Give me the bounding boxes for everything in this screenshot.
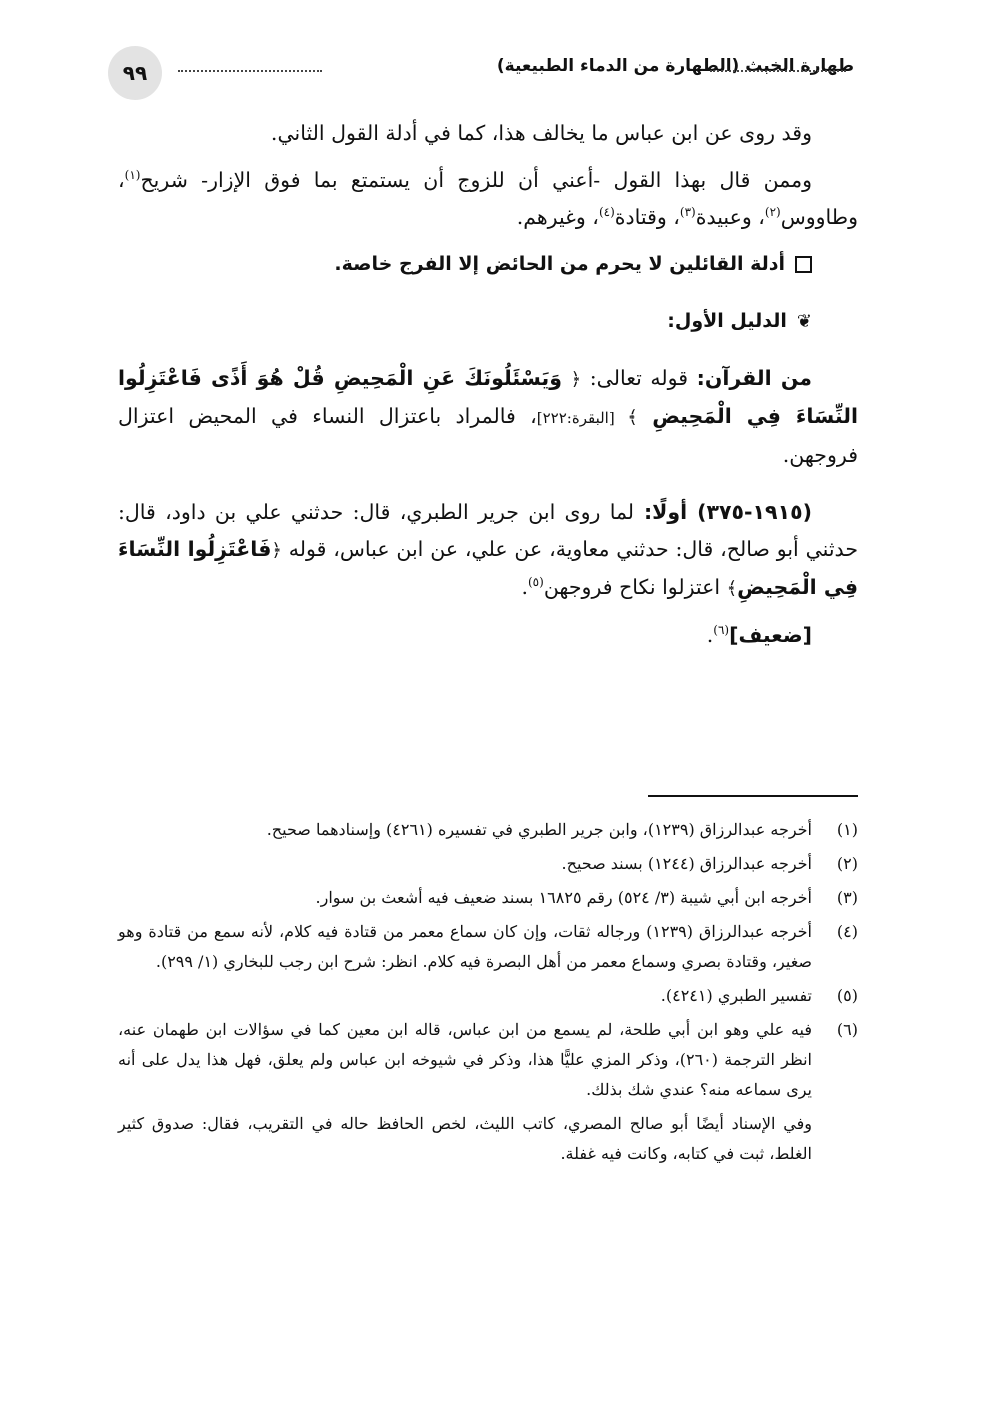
footnote-text: أخرجه عبدالرزاق (١٢٤٤) بسند صحيح. [561, 854, 812, 873]
footnote-text: فيه علي وهو ابن أبي طلحة، لم يسمع من ابن عباس، قاله ابن معين كما في سؤالات ابن طهمان عنه، انظر الترجمة (٢٦٠)، وذكر المزي عليًّا هذا، وذكر في شيوخه ابن عباس ولم يعلق، فهل هذا يدل على أنه يرى سماعه منه؟ عندي شك بذلك. [118, 1020, 812, 1099]
quran-intro: قوله تعالى: [581, 366, 697, 390]
paragraph-hadith [118, 494, 858, 607]
footnote-number: (٥) [836, 986, 858, 1005]
footnote-3 [118, 883, 858, 913]
hadith-dot: . [521, 575, 528, 599]
hadith-number: (١٩١٥-٣٧٥) [697, 500, 812, 524]
grading-dot: . [706, 623, 714, 647]
footnotes [118, 815, 858, 1169]
leaf-ornament-icon: ❦ [796, 311, 812, 332]
section-heading-text: أدلة القائلين لا يحرم من الحائض إلا الفرج خاصة. [334, 253, 785, 275]
checkbox-square-icon [795, 256, 812, 273]
running-header-title: طهارة الخبث (الطهارة من الدماء الطبيعية) [496, 56, 854, 76]
paragraph-2-sep-1: ، وطاووس [118, 168, 858, 229]
sub-heading-text: الدليل الأول: [667, 310, 787, 332]
footnote-1 [118, 815, 858, 845]
sub-heading-first-evidence [118, 303, 812, 340]
paragraph-2-end: ، وغيرهم. [516, 205, 599, 229]
footnote-number: (٤) [836, 922, 858, 941]
quran-verse: وَيَسْئَلُونَكَ عَنِ الْمَحِيضِ قُلْ هُوَ أَذًى فَاعْتَزِلُوا النِّسَاءَ فِي الْمَحِيضِ [118, 366, 858, 428]
footnote-6 [118, 1015, 858, 1105]
paragraph-quran [118, 360, 858, 474]
footnote-number: (٣) [836, 888, 858, 907]
footnote-text: أخرجه عبدالرزاق (١٢٣٩) ورجاله ثقات، وإن كان سماع معمر من قتادة فيه كلام، لأنه سمع من قتادة وهو صغير، وقتادة بصري وسماع معمر من أهل البصرة فيه كلام. انظر: شرح ابن رجب للبخاري (١/ ٢٩٩). [118, 922, 812, 971]
verse-reference: [البقرة:٢٢٢] [536, 409, 628, 427]
paragraph-grading [118, 617, 858, 654]
paragraph-2-sep-2: ، وعبيدة [695, 205, 765, 229]
page-number: ٩٩ [122, 61, 148, 85]
header-dotted-leader-right [710, 70, 846, 72]
main-text [118, 115, 858, 674]
hadith-verse-close-brace: ﴾ [726, 578, 738, 599]
hadith-text: لما روى ابن جرير الطبري، قال: حدثني علي بن داود، قال: حدثني أبو صالح، قال: حدثني معاوية، عن علي، عن ابن عباس، قوله [118, 500, 858, 561]
header-dotted-leader-left [178, 70, 322, 72]
quran-explanation: ، فالمراد باعتزال النساء في المحيض اعتزال فروجهن. [118, 404, 858, 467]
footnote-5 [118, 981, 858, 1011]
footnote-text: أخرجه ابن أبي شيبة (٣/ ٥٢٤) رقم ١٦٨٢٥ بسند ضعيف فيه أشعث بن سوار. [315, 888, 812, 907]
footnote-ref-4[interactable]: (٤) [598, 205, 615, 220]
footnote-4 [118, 917, 858, 977]
footnote-6-continuation: وفي الإسناد أيضًا أبو صالح المصري، كاتب الليث، لخص الحافظ حاله في التقريب، فقال: صدوق كثير الغلط، ثبت في كتابه، وكانت فيه غفلة. [118, 1114, 813, 1163]
footnote-separator [648, 795, 858, 797]
footnote-ref-6[interactable]: (٦) [713, 623, 730, 638]
paragraph-2 [118, 162, 858, 236]
footnote-text: تفسير الطبري (٤٢٤١). [660, 986, 812, 1005]
hadith-label: أولًا: [634, 500, 698, 524]
verse-open-brace: ﴿ [570, 369, 582, 390]
grading-text: [ضعيف] [729, 623, 812, 647]
footnote-ref-1[interactable]: (١) [124, 168, 141, 183]
paragraph-2-text: وممن قال بهذا القول -أعني أن للزوج أن يستمتع بما فوق الإزار- شريح [140, 168, 812, 192]
footnote-ref-2[interactable]: (٢) [764, 205, 781, 220]
hadith-verse-open-brace: ﴿ [271, 540, 282, 561]
verse-close-brace: ﴾ [627, 407, 638, 428]
paragraph-1: وقد روى عن ابن عباس ما يخالف هذا، كما في أدلة القول الثاني. [270, 121, 812, 145]
section-heading-evidence [118, 246, 812, 283]
footnote-number: (٢) [836, 854, 858, 873]
footnote-text: أخرجه عبدالرزاق (١٢٣٩)، وابن جرير الطبري في تفسيره (٤٢٦١) وإسنادهما صحيح. [266, 820, 812, 839]
hadith-verse: فَاعْتَزِلُوا النِّسَاءَ فِي الْمَحِيضِ [118, 537, 858, 599]
paragraph-2-sep-3: ، وقتادة [614, 205, 680, 229]
footnote-ref-5[interactable]: (٥) [527, 575, 544, 590]
hadith-end: اعتزلوا نكاح فروجهن [543, 575, 727, 599]
page-number-badge [108, 46, 162, 100]
quran-label: من القرآن: [696, 366, 812, 390]
footnote-2 [118, 849, 858, 879]
footnote-number: (٦) [836, 1020, 858, 1039]
footnote-number: (١) [836, 820, 858, 839]
footnote-ref-3[interactable]: (٣) [679, 205, 696, 220]
